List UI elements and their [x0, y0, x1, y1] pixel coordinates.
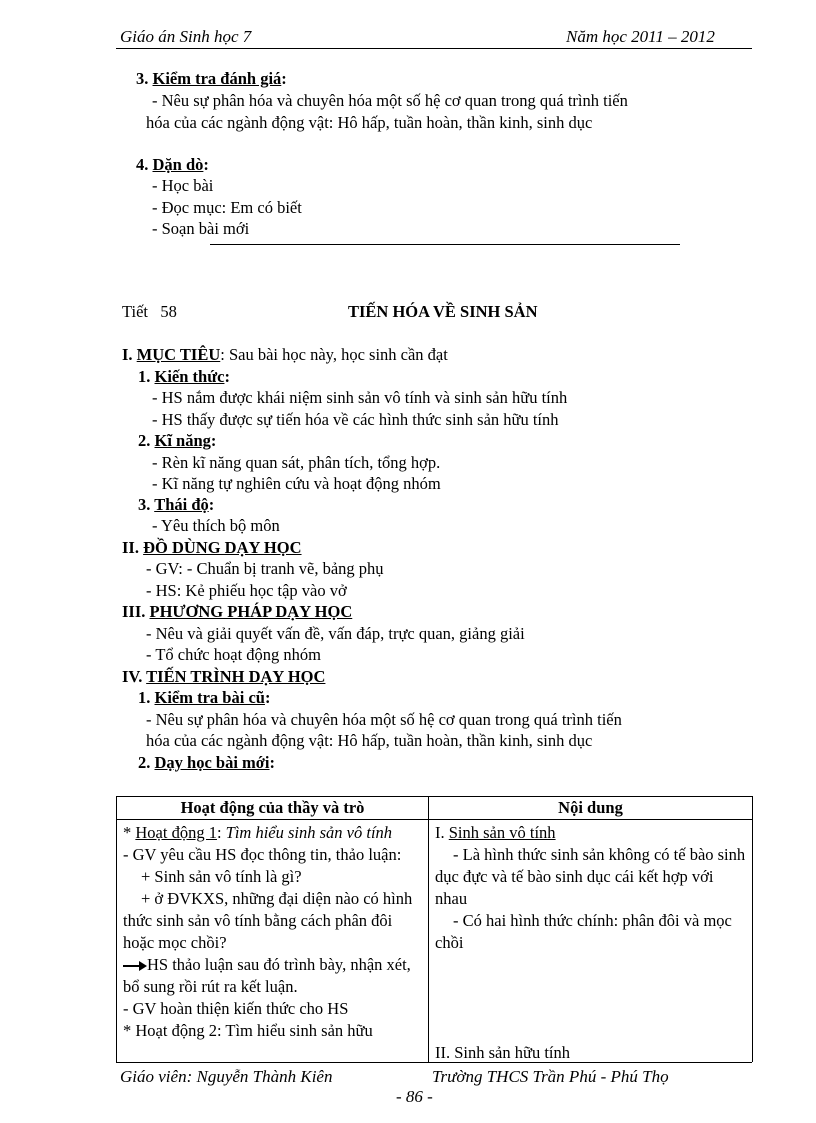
question-item [123, 888, 422, 954]
content-paragraph [435, 910, 746, 954]
subheading-bai-moi [138, 755, 275, 772]
list-item: - Soạn bài mới [152, 219, 250, 238]
activity-heading [123, 822, 422, 844]
heading-title: MỤC TIÊU [136, 345, 221, 364]
list-item: - HS: Kẻ phiếu học tập vào vở [146, 581, 347, 600]
section-title: Dặn dò [152, 155, 204, 174]
heading-tien-trinh [122, 669, 325, 686]
subheading-title: Thái độ [154, 495, 209, 514]
arrow-line-text: HS thảo luận sau đó trình bày, nhận xét, bổ sung rồi rút ra kết luận. [123, 955, 411, 996]
lesson-tiet [122, 304, 177, 321]
list-item: - Nêu và giải quyết vấn đề, vấn đáp, trực quan, giảng giải [146, 624, 525, 643]
subheading-number: 1. [138, 367, 151, 386]
activity-label: Hoạt động 1 [135, 823, 217, 842]
lesson-table-viewport [116, 796, 756, 1062]
roman-numeral: I. [122, 345, 133, 364]
paragraph-line: hóa của các ngành động vật: Hô hấp, tuần hoàn, thần kinh, sinh dục [146, 113, 593, 132]
section-colon: : [281, 69, 287, 88]
subheading-number: 2. [138, 431, 151, 450]
header-right: Năm học 2011 – 2012 [566, 27, 715, 46]
subheading-number: 2. [138, 753, 151, 772]
subheading-kien-thuc [138, 369, 230, 386]
heading-title: ĐỒ DÙNG DẠY HỌC [143, 538, 302, 557]
paragraph-line: hóa của các ngành động vật: Hô hấp, tuần hoàn, thần kinh, sinh dục [146, 731, 593, 750]
lesson-table [116, 796, 753, 1062]
list-item: - Kĩ năng tự nghiên cứu và hoạt động nhóm [152, 474, 441, 493]
header-left: Giáo án Sinh học 7 [120, 27, 252, 46]
activity-prefix: * [123, 823, 136, 842]
subheading-colon: : [224, 367, 230, 386]
heading-do-dung [122, 540, 302, 557]
roman-numeral: IV. [122, 667, 143, 686]
content-cell [429, 820, 753, 1063]
heading-title: TIẾN TRÌNH DẠY HỌC [146, 667, 326, 686]
content-text: - Có hai hình thức chính: phân đôi và mọc chồi [435, 911, 732, 952]
section-number: 3. [136, 69, 149, 88]
section-divider [210, 244, 680, 245]
heading-phuong-phap [122, 604, 352, 621]
tiet-number: 58 [160, 302, 177, 321]
subheading-number: 1. [138, 688, 151, 707]
list-item: - Đọc mục: Em có biết [152, 198, 302, 217]
content-text: - Là hình thức sinh sản không có tế bào sinh dục đực và tế bào sinh dục cái kết hợp với nhau [435, 845, 746, 908]
list-item: - HS thấy được sự tiến hóa về các hình thức sinh sản hữu tính [152, 410, 559, 429]
footer-rule [116, 1062, 752, 1063]
subheading-ki-nang [138, 433, 216, 450]
question-text: + ở ĐVKXS, những đại diện nào có hình thức sinh sản vô tính bằng cách phân đôi hoặc mọc chồi? [123, 889, 413, 952]
list-item: - Rèn kĩ năng quan sát, phân tích, tổng hợp. [152, 453, 441, 472]
activity-line: - GV hoàn thiện kiến thức cho HS [123, 999, 349, 1018]
subheading-colon: : [210, 431, 217, 450]
footer-right: Trường THCS Trần Phú - Phú Thọ [432, 1067, 669, 1086]
arrow-right-icon [123, 961, 147, 971]
content-roman: I. [435, 823, 445, 842]
header-rule [116, 48, 752, 49]
list-item: - Học bài [152, 176, 214, 195]
list-item: - Tổ chức hoạt động nhóm [146, 645, 321, 664]
subheading-colon: : [264, 688, 271, 707]
activity-title: Tìm hiểu sinh sản vô tính [225, 823, 393, 842]
roman-numeral: II. [122, 538, 139, 557]
table-row [117, 820, 753, 1063]
subheading-kiem-tra-bai-cu [138, 690, 270, 707]
subheading-number: 3. [138, 495, 151, 514]
roman-numeral: III. [122, 602, 146, 621]
tiet-label: Tiết [122, 302, 148, 321]
content-heading-title: Sinh sản vô tính [448, 823, 556, 842]
heading-intro: : Sau bài học này, học sinh cần đạt [220, 345, 448, 364]
lesson-title: TIẾN HÓA VỀ SINH SẢN [348, 302, 538, 321]
section-kiem-tra-danh-gia [136, 71, 287, 88]
activity-heading-cut: * Hoạt động 2: Tìm hiểu sinh sản hữu [123, 1021, 373, 1040]
question-item: + Sinh sản vô tính là gì? [141, 867, 302, 886]
content-spacer [435, 954, 746, 1042]
list-item: - GV: - Chuẩn bị tranh vẽ, bảng phụ [146, 559, 384, 578]
table-header-content: Nội dung [429, 797, 753, 820]
section-title: Kiểm tra đánh giá [152, 69, 282, 88]
paragraph-line: - Nêu sự phân hóa và chuyên hóa một số hệ cơ quan trong quá trình tiến [152, 91, 628, 110]
table-header-row [117, 797, 753, 820]
content-heading [435, 822, 746, 844]
subheading-colon: : [269, 753, 276, 772]
content-paragraph [435, 844, 746, 910]
section-number: 4. [136, 155, 149, 174]
content-heading-cut: II. Sinh sản hữu tính [435, 1043, 570, 1062]
list-item: - HS nắm được khái niệm sinh sản vô tính và sinh sản hữu tính [152, 388, 568, 407]
activity-colon: : [216, 823, 226, 842]
subheading-title: Dạy học bài mới [154, 753, 270, 772]
subheading-title: Kĩ năng [154, 431, 211, 450]
activity-line: - GV yêu cầu HS đọc thông tin, thảo luận: [123, 845, 402, 864]
subheading-thai-do [138, 497, 214, 514]
activities-cell [117, 820, 429, 1063]
subheading-colon: : [208, 495, 215, 514]
subheading-title: Kiến thức [154, 367, 225, 386]
heading-title: PHƯƠNG PHÁP DẠY HỌC [149, 602, 353, 621]
list-item: - Yêu thích bộ môn [152, 516, 280, 535]
section-colon: : [203, 155, 209, 174]
paragraph-line: - Nêu sự phân hóa và chuyên hóa một số hệ cơ quan trong quá trình tiến [146, 710, 622, 729]
table-header-activities: Hoạt động của thầy và trò [117, 797, 429, 820]
section-dan-do [136, 157, 209, 174]
heading-muc-tieu [122, 347, 448, 364]
footer-left: Giáo viên: Nguyễn Thành Kiên [120, 1067, 333, 1086]
subheading-title: Kiểm tra bài cũ [154, 688, 265, 707]
arrow-line [123, 954, 422, 998]
page-number: - 86 - [396, 1087, 433, 1106]
